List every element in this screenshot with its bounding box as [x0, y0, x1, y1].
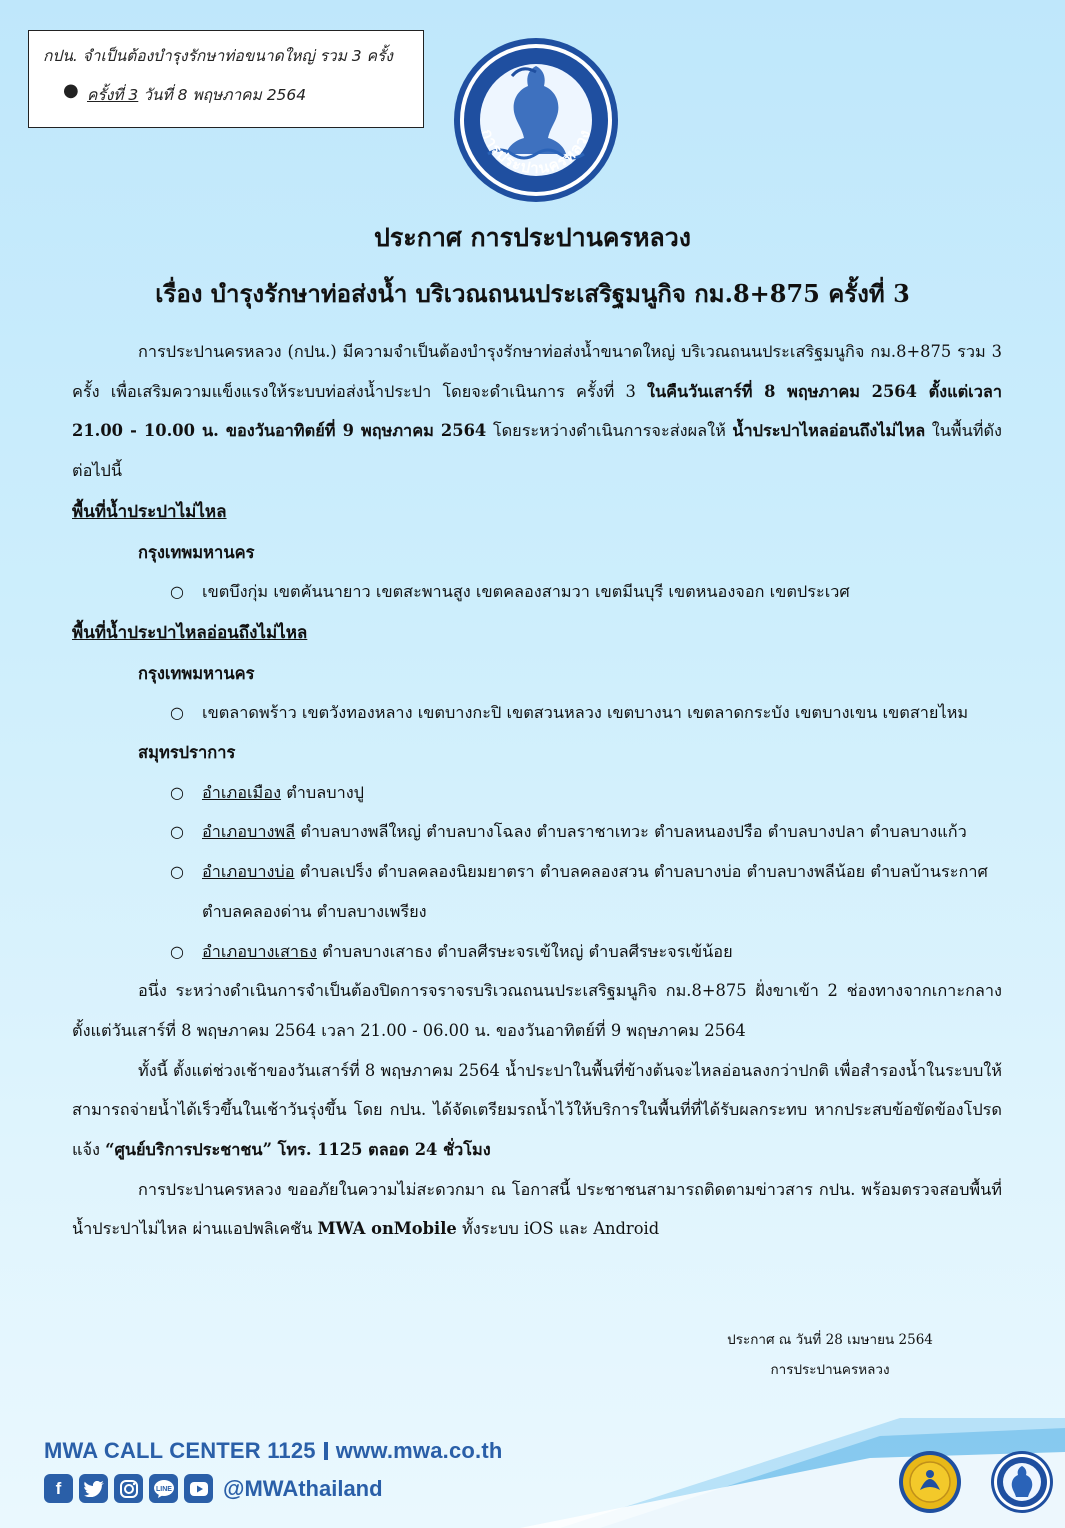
notice-date: วันที่ 8 พฤษภาคม 2564 — [138, 86, 307, 104]
notice-line-2 — [43, 82, 411, 107]
circle-bullet-icon: ○ — [170, 782, 184, 802]
list-item: ○ เขตบึงกุ่ม เขตคันนายาว เขตสะพานสูง เขตคลองสามวา เขตมีนบุรี เขตหนองจอก เขตประเวศ — [72, 572, 1002, 612]
announcement-date: ประกาศ ณ วันที่ 28 เมษายน 2564 — [727, 1332, 933, 1348]
website-link[interactable]: www.mwa.co.th — [335, 1438, 503, 1463]
province-bangkok: กรุงเทพมหานคร — [138, 663, 255, 683]
footer-call-center — [44, 1438, 503, 1464]
list-item: ○ อำเภอเมือง ตำบลบางปู — [72, 773, 1002, 813]
circle-bullet-icon: ○ — [170, 582, 184, 602]
announcement-subject: เรื่อง บำรุงรักษาท่อส่งน้ำ บริเวณถนนประเสริฐมนูกิจ กม.8+875 ครั้งที่ 3 — [155, 279, 910, 308]
instagram-icon[interactable] — [114, 1474, 143, 1503]
notice-box — [28, 30, 424, 128]
district-name: อำเภอบางพลี — [202, 822, 296, 842]
traffic-paragraph: อนึ่ง ระหว่างดำเนินการจำเป็นต้องปิดการจราจรบริเวณถนนประเสริฐมนูกิจ กม.8+875 ฝั่งขาเข้า 2 ช่องทางจากเกาะกลาง ตั้งแต่วันเสาร์ที่ 8 พฤษภาคม 2564 เวลา 21.00 - 06.00 น. ของวันอาทิตย์ที่ 9 พฤษภาคม 2564 — [72, 981, 1002, 1040]
announcement-body — [72, 332, 1002, 1249]
signature-org: การประปานครหลวง — [770, 1362, 890, 1378]
mwa-seal-logo — [452, 36, 620, 204]
list-item: ○ อำเภอบางเสาธง ตำบลบางเสาธง ตำบลศีรษะจรเข้ใหญ่ ตำบลศีรษะจรเข้น้อย — [72, 932, 1002, 972]
district-name: อำเภอบางเสาธง — [202, 941, 317, 961]
youtube-icon[interactable] — [184, 1474, 213, 1503]
list-item: ○ อำเภอบางพลี ตำบลบางพลีใหญ่ ตำบลบางโฉลง ตำบลราชาเทวะ ตำบลหนองปรือ ตำบลบางปลา ตำบลบางแก้ว — [72, 812, 1002, 852]
line-icon[interactable] — [149, 1474, 178, 1503]
royal-emblem-logo — [898, 1450, 962, 1514]
province-samut-prakan: สมุทรปราการ — [138, 743, 236, 763]
notice-line-1: กปน. จำเป็นต้องบำรุงรักษาท่อขนาดใหญ่ รวม 3 ครั้ง — [43, 47, 393, 65]
mwa-small-logo — [990, 1450, 1054, 1514]
circle-bullet-icon: ○ — [170, 822, 184, 842]
intro-effect: น้ำประปาไหลอ่อนถึงไม่ไหล — [732, 421, 926, 441]
intro-paragraph: การประปานครหลวง (กปน.) มีความจำเป็นต้องบำรุงรักษาท่อส่งน้ำขนาดใหญ่ บริเวณถนนประเสริฐมนูกิจ กม.8+875 รวม 3 ครั้ง เพื่อเสริมความแข็งแรงให้ระบบท่อส่งน้ำประปา โดยจะดำเนินการ ครั้งที่ 3 ในคืนวันเสาร์ที่ 8 พฤษภาคม 2564 ตั้งแต่เวลา 21.00 - 10.00 น. ของวันอาทิตย์ที่ 9 พฤษภาคม 2564 โดยระหว่างดำเนินการจะส่งผลให้ น้ำประปาไหลอ่อนถึงไม่ไหล ในพื้นที่ดังต่อไปนี้ — [72, 342, 1003, 481]
facebook-icon[interactable]: f — [44, 1474, 73, 1503]
twitter-icon[interactable] — [79, 1474, 108, 1503]
social-handle[interactable]: @MWAthailand — [223, 1475, 383, 1501]
seal-text: การประปานครหลวง — [477, 126, 595, 178]
divider — [324, 1442, 328, 1460]
social-links — [44, 1474, 383, 1503]
district-name: อำเภอเมือง — [202, 782, 282, 802]
circle-bullet-icon: ○ — [170, 941, 184, 961]
announcement-title: ประกาศ การประปานครหลวง — [374, 223, 691, 252]
circle-bullet-icon: ○ — [170, 703, 184, 723]
svg-text:LINE: LINE — [155, 1485, 172, 1493]
list-item: ○ เขตลาดพร้าว เขตวังทองหลาง เขตบางกะปิ เขตสวนหลวง เขตบางนา เขตลาดกระบัง เขตบางเขน เขตสายไหม — [72, 693, 1002, 733]
district-name: อำเภอบางบ่อ — [202, 862, 295, 882]
call-center-note: “ศูนย์บริการประชาชน” โทร. 1125 ตลอด 24 ชั่วโมง — [105, 1140, 491, 1160]
app-name: MWA onMobile — [317, 1219, 457, 1239]
bullet-icon: ● — [63, 80, 79, 101]
section-heading-low-water: พื้นที่น้ำประปาไหลอ่อนถึงไม่ไหล — [72, 622, 308, 643]
preparation-paragraph: ทั้งนี้ ตั้งแต่ช่วงเช้าของวันเสาร์ที่ 8 พฤษภาคม 2564 น้ำประปาในพื้นที่ข้างต้นจะไหลอ่อนลงกว่าปกติ เพื่อสำรองน้ำในระบบให้สามารถจ่ายน้ำได้เร็วขึ้นในเช้าวันรุ่งขึ้น โดย กปน. ได้จัดเตรียมรถน้ำไว้ให้บริการในพื้นที่ที่ได้รับผลกระทบ หากประสบข้อขัดข้องโปรดแจ้ง “ศูนย์บริการประชาชน” โทร. 1125 ตลอด 24 ชั่วโมง — [72, 1060, 1002, 1160]
apology-paragraph: การประปานครหลวง ขออภัยในความไม่สะดวกมา ณ โอกาสนี้ ประชาชนสามารถติดตามข่าวสาร กปน. พร้อมตรวจสอบพื้นที่น้ำประปาไม่ไหล ผ่านแอปพลิเคชัน MWA onMobile ทั้งระบบ iOS และ Android — [72, 1179, 1002, 1239]
list-item: ○ อำเภอบางบ่อ ตำบลเปร็ง ตำบลคลองนิยมยาตรา ตำบลคลองสวน ตำบลบางบ่อ ตำบลบางพลีน้อย ตำบลบ้านระกาศ ตำบลคลองด่าน ตำบลบางเพรียง — [72, 852, 1002, 931]
call-center-text: MWA CALL CENTER 1125 — [44, 1438, 316, 1463]
province-bangkok: กรุงเทพมหานคร — [138, 542, 255, 562]
intro-schedule: ในคืนวันเสาร์ที่ 8 พฤษภาคม 2564 ตั้งแต่เวลา 21.00 - 10.00 น. ของวันอาทิตย์ที่ 9 พฤษภาคม 2564 — [72, 381, 1003, 441]
notice-round: ครั้งที่ 3 — [87, 86, 139, 104]
circle-bullet-icon: ○ — [170, 862, 184, 882]
section-heading-no-water: พื้นที่น้ำประปาไม่ไหล — [72, 501, 227, 522]
